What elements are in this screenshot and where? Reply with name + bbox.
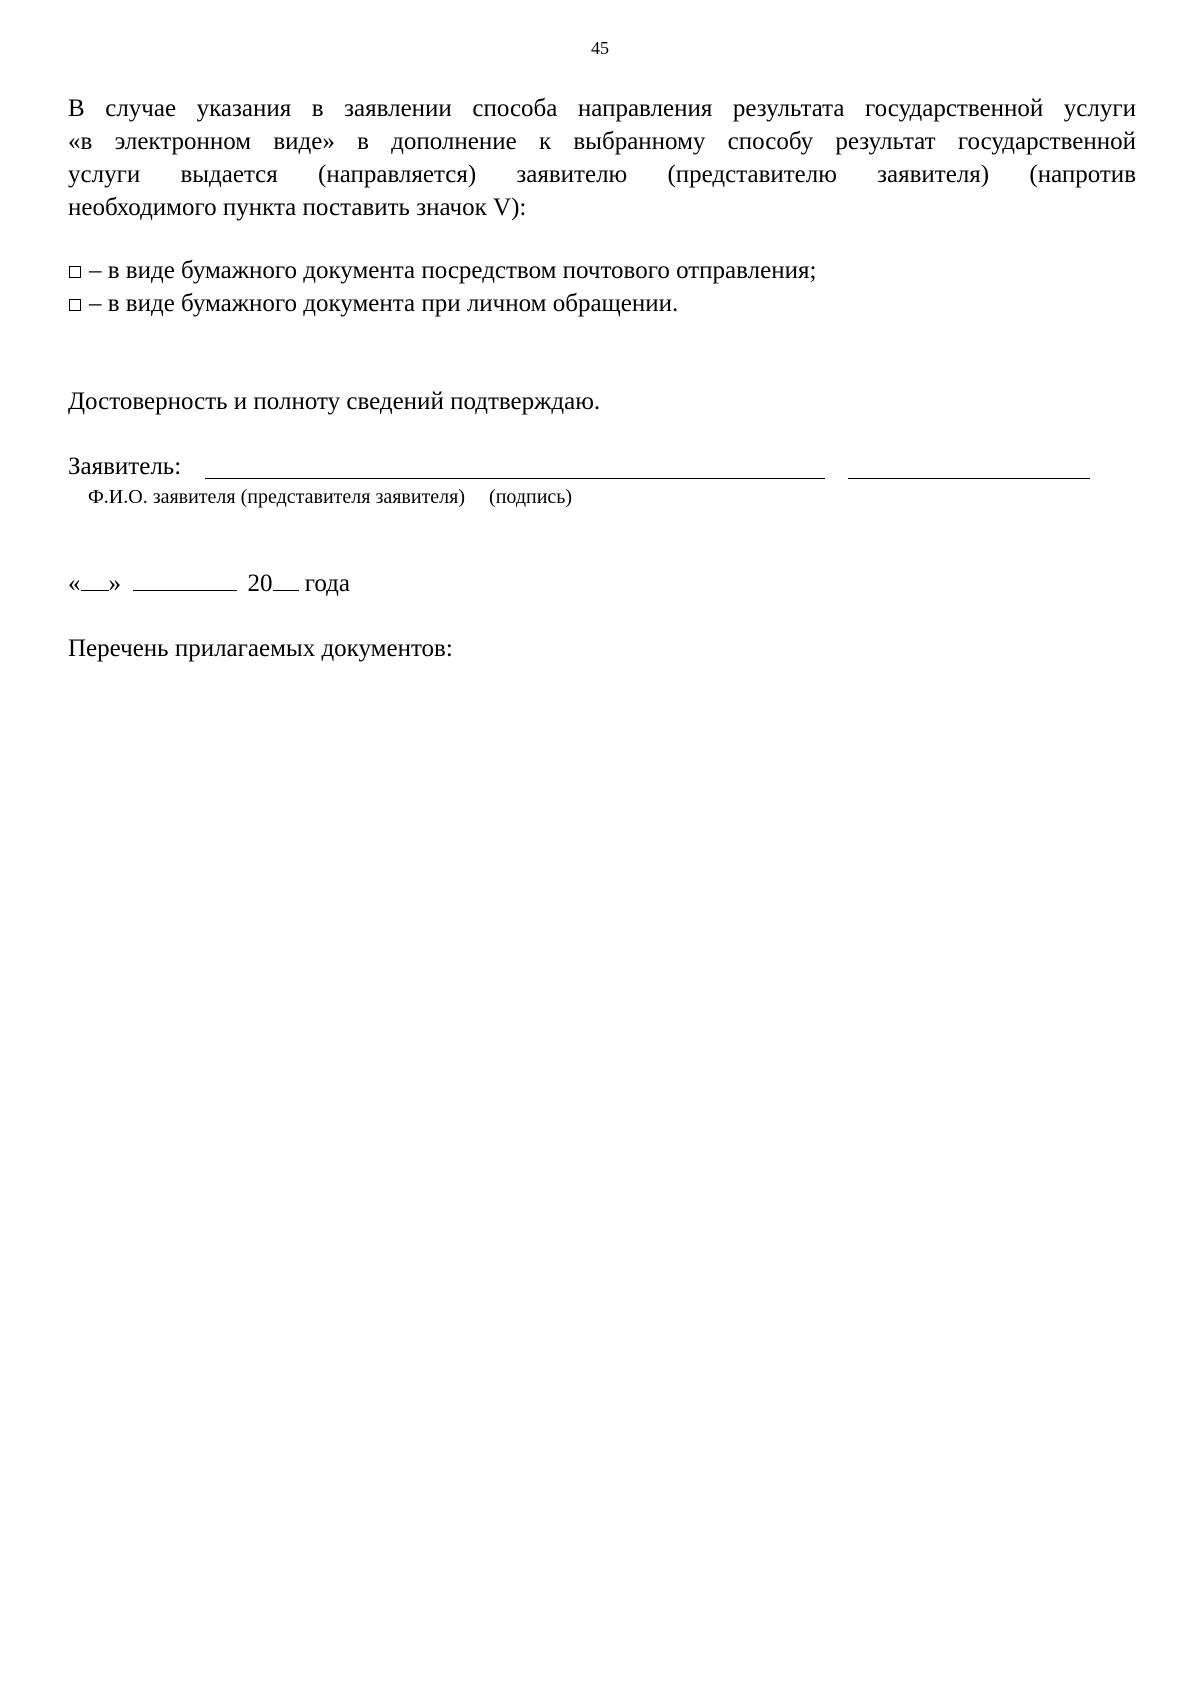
intro-paragraph <box>68 92 1136 224</box>
date-year-field[interactable] <box>273 566 299 591</box>
confirmation-text: Достоверность и полноту сведений подтверждаю. <box>68 388 601 415</box>
date-open-quote: « <box>68 570 81 597</box>
date-year-prefix: 20 <box>247 570 273 597</box>
applicant-label: Заявитель: <box>68 453 182 480</box>
applicant-signature-field[interactable] <box>848 478 1090 479</box>
checkbox-in-person[interactable] <box>69 299 81 311</box>
date-month-field[interactable] <box>133 566 237 591</box>
option-in-person-label: – в виде бумажного документа при личном обращении. <box>89 290 679 317</box>
delivery-options <box>68 254 1136 320</box>
checkbox-postal[interactable] <box>69 266 81 278</box>
option-in-person <box>68 287 1136 320</box>
intro-line-3: услуги выдается (направляется) заявителю (представителю заявителя) (напротив <box>68 161 1136 188</box>
date-suffix: года <box>304 570 350 597</box>
date-close-quote: » <box>108 570 121 597</box>
option-postal-label: – в виде бумажного документа посредством почтового отправления; <box>89 257 817 284</box>
intro-line-4: необходимого пункта поставить значок V): <box>68 194 527 221</box>
applicant-name-field[interactable] <box>205 478 825 479</box>
page-number: 45 <box>591 38 609 58</box>
hint-signature: (подпись) <box>489 486 573 508</box>
date-day-field[interactable] <box>81 566 109 591</box>
applicant-hints <box>88 484 572 510</box>
date-row <box>68 566 350 600</box>
documents-list-label: Перечень прилагаемых документов: <box>68 635 453 662</box>
hint-name: Ф.И.О. заявителя (представителя заявителя) <box>88 486 466 508</box>
intro-line-1: В случае указания в заявлении способа направления результата государственной услуги <box>68 95 1136 122</box>
option-postal <box>68 254 1136 287</box>
intro-line-2: «в электронном виде» в дополнение к выбранному способу результат государственной <box>68 128 1136 155</box>
